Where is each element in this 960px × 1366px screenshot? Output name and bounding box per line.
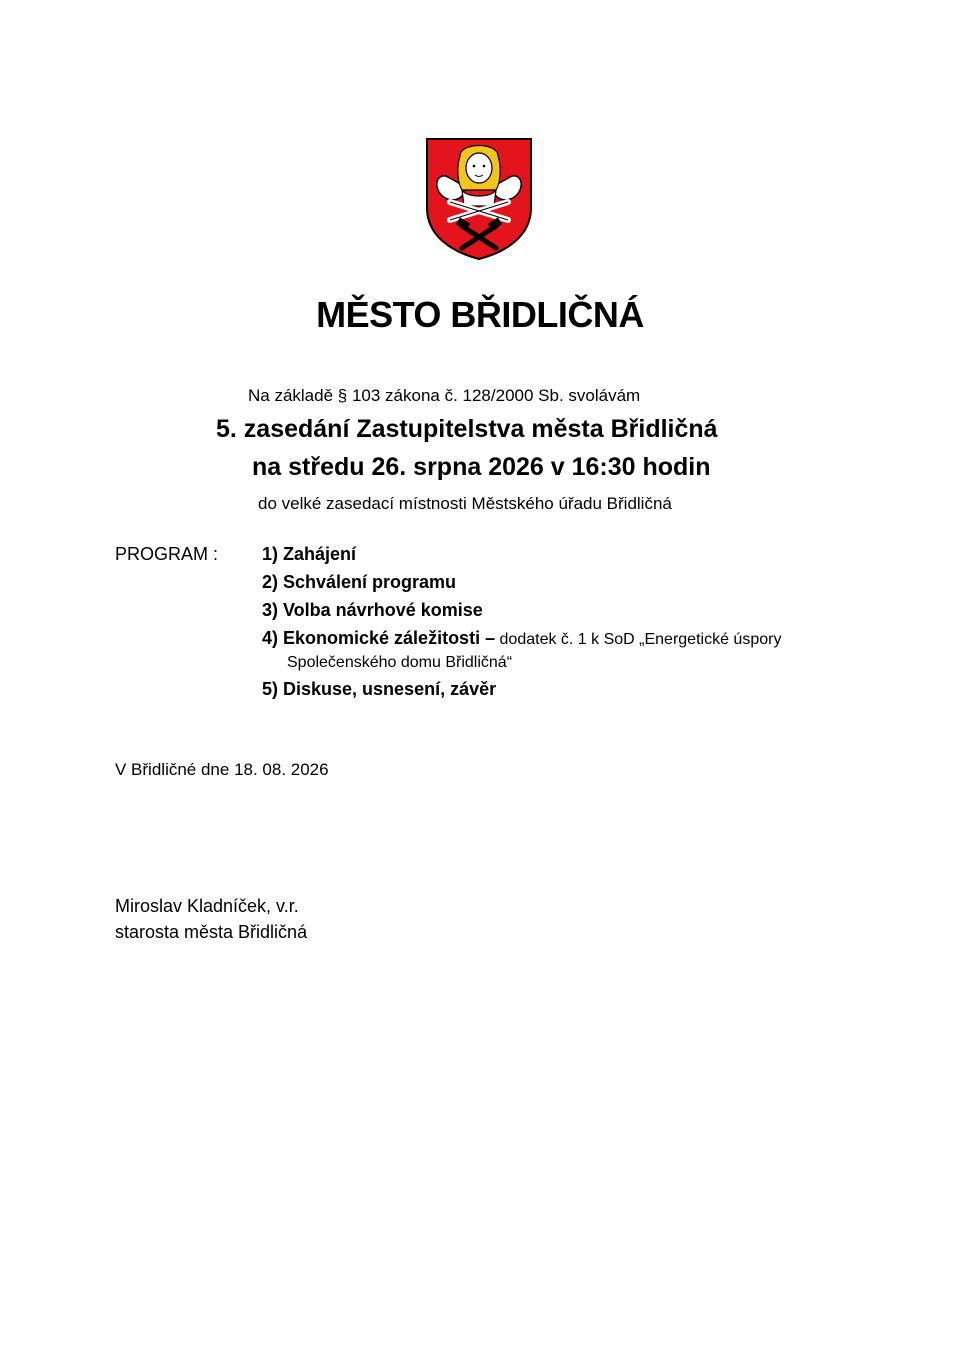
agenda-item: 5) Diskuse, usnesení, závěr bbox=[262, 679, 497, 699]
agenda-item: 3) Volba návrhové komise bbox=[262, 600, 483, 620]
session-title: 5. zasedání Zastupitelstva města Břidličná bbox=[216, 415, 718, 443]
legal-basis: Na základě § 103 zákona č. 128/2000 Sb. svolávám bbox=[248, 386, 641, 405]
agenda-item-title: 4) Ekonomické záležitosti – bbox=[262, 628, 496, 648]
session-date: na středu 26. srpna 2026 v 16:30 hodin bbox=[252, 453, 711, 481]
coat-of-arms-icon bbox=[424, 136, 534, 262]
agenda-item bbox=[262, 628, 781, 649]
signer-name: Miroslav Kladníček, v.r. bbox=[115, 896, 299, 916]
program-label: PROGRAM : bbox=[115, 544, 219, 564]
agenda-item-detail-continued: Společenského domu Břidličná“ bbox=[287, 654, 513, 671]
town-title: MĚSTO BŘIDLIČNÁ bbox=[316, 294, 644, 335]
agenda-item: 2) Schválení programu bbox=[262, 572, 457, 592]
session-venue: do velké zasedací místnosti Městského úřadu Břidličná bbox=[258, 494, 672, 513]
issue-date: V Břidličné dne 18. 08. 2026 bbox=[115, 760, 329, 779]
agenda-item-detail: dodatek č. 1 k SoD „Energetické úspory bbox=[495, 631, 782, 648]
signer-role: starosta města Břidličná bbox=[115, 922, 308, 942]
agenda-item: 1) Zahájení bbox=[262, 544, 357, 564]
